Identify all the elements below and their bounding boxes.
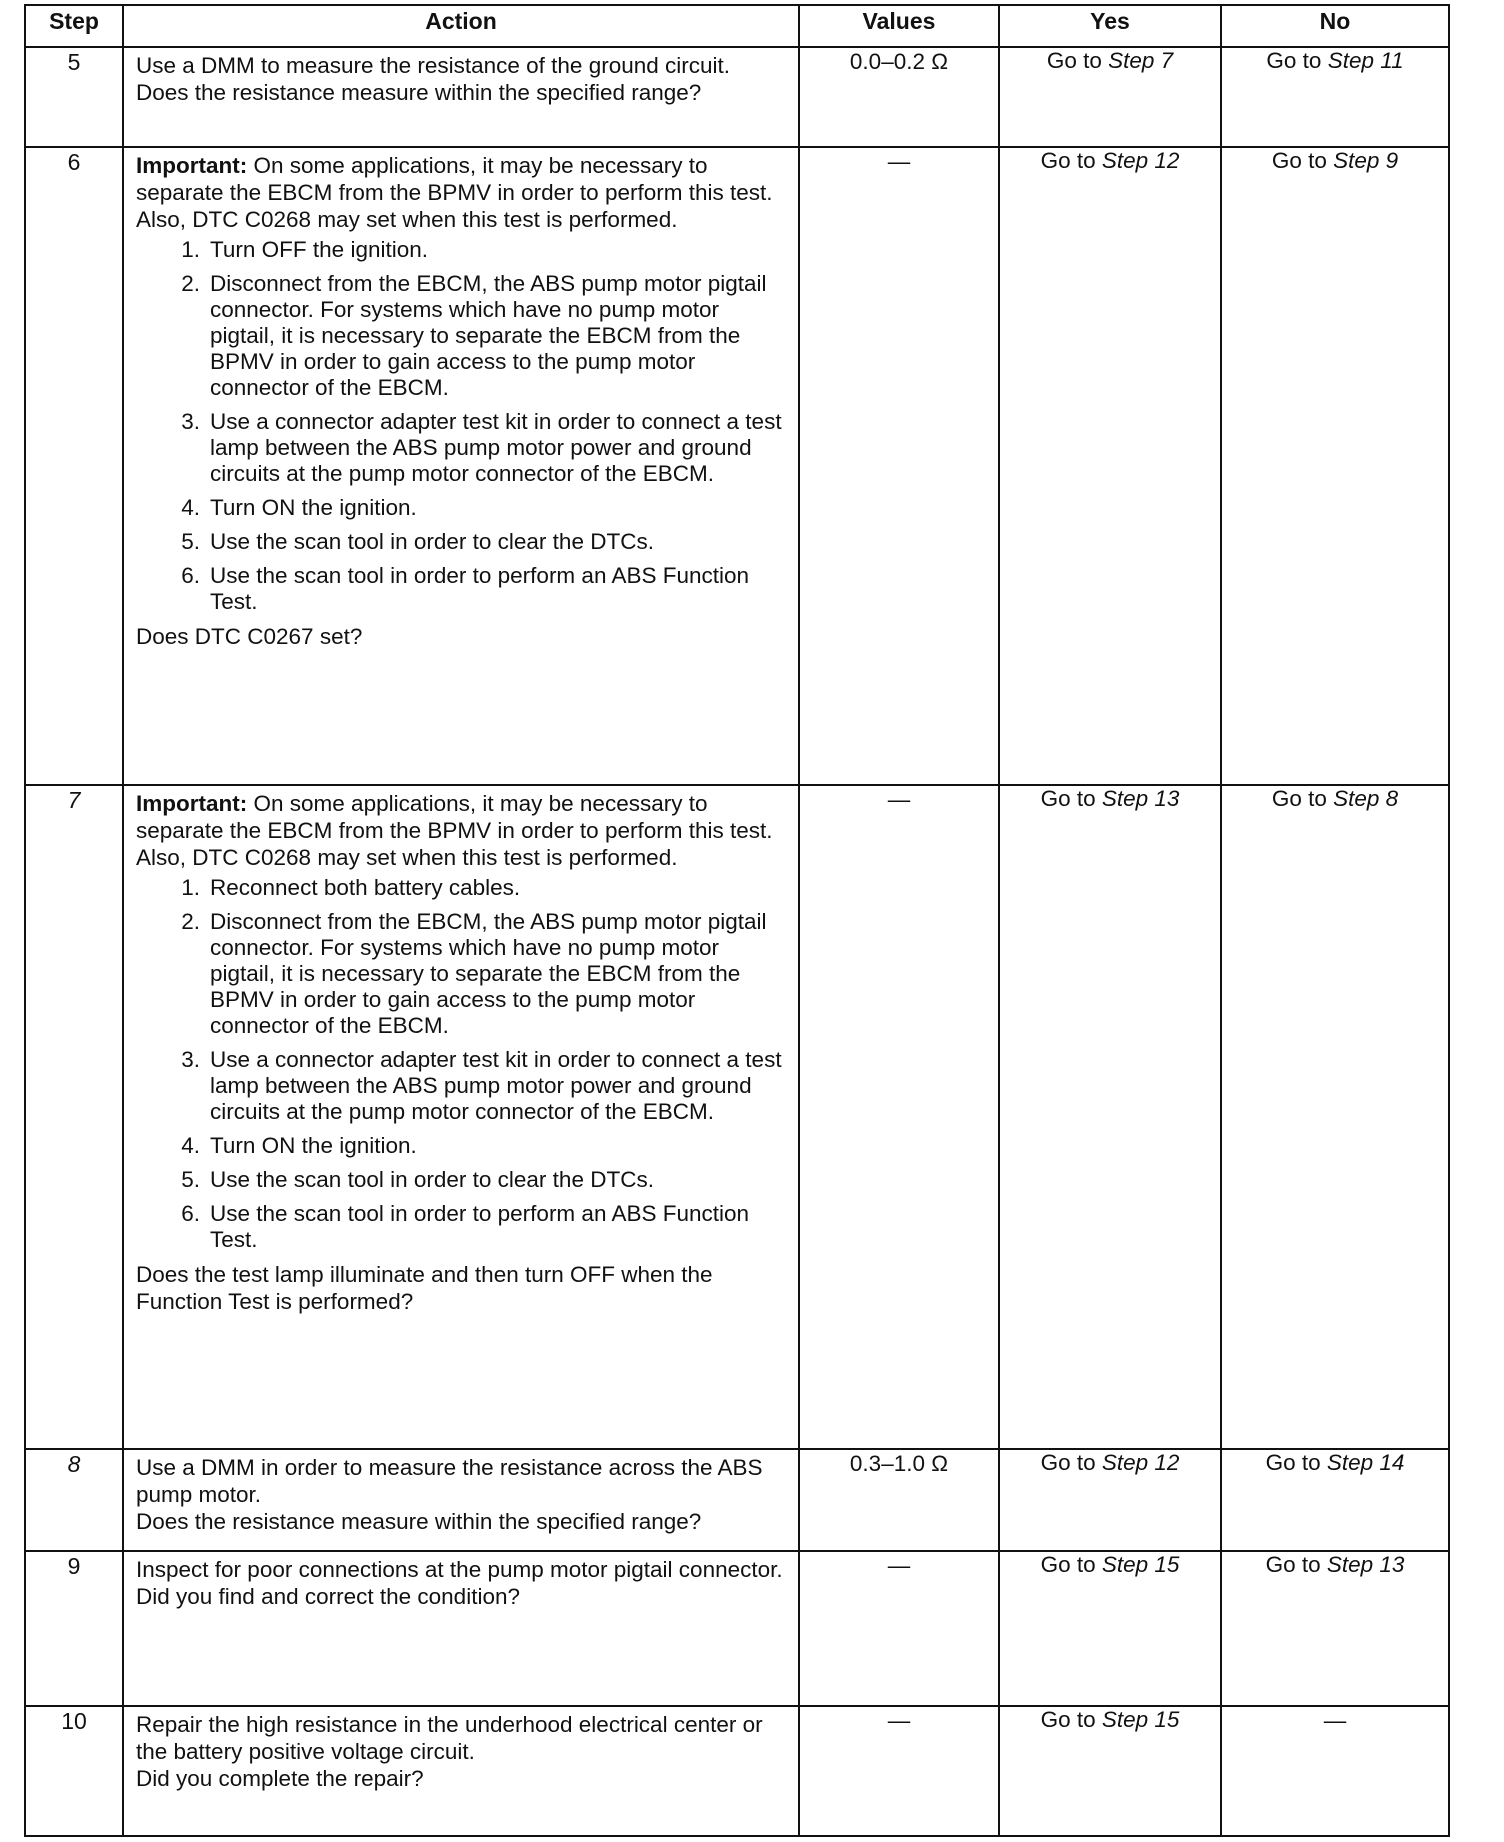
no-goto-link[interactable] (1266, 48, 1403, 73)
procedure-list (136, 875, 790, 1253)
no-step: Step 14 (1326, 1450, 1405, 1475)
action-cell (123, 147, 799, 785)
yes-cell (999, 1551, 1221, 1706)
list-item: 2. Disconnect from the EBCM, the ABS pump motor pigtail connector. For systems which have no pump motor pigtail, it is necessary to separate the EBCM from the BPMV in order to gain access to the pump motor connector of the EBCM. (181, 271, 767, 400)
no-goto-link[interactable] (1272, 786, 1398, 811)
header-row (25, 5, 1449, 47)
table-row-step-8 (25, 1449, 1449, 1551)
yes-cell (999, 147, 1221, 785)
yes-cell (999, 1706, 1221, 1836)
action-text: Repair the high resistance in the underhood electrical center or the battery positive voltage circuit. (136, 1712, 763, 1764)
table-row-step-10 (25, 1706, 1449, 1836)
no-cell (1221, 1449, 1449, 1551)
yes-goto-link[interactable] (1047, 48, 1173, 73)
no-cell (1221, 785, 1449, 1449)
yes-goto-link[interactable] (1041, 786, 1180, 811)
list-item: 1. Reconnect both battery cables. (181, 875, 521, 900)
question-text: Does the resistance measure within the specified range? (136, 80, 702, 105)
important-note (136, 152, 790, 233)
goto-prefix: Go to (1265, 1450, 1321, 1475)
question-text: Did you find and correct the condition? (136, 1584, 520, 1609)
action-cell (123, 47, 799, 147)
no-goto-link[interactable] (1266, 1450, 1405, 1475)
list-item: 1. Turn OFF the ignition. (181, 237, 429, 262)
step-number: 5 (25, 47, 123, 147)
goto-prefix: Go to (1040, 1450, 1096, 1475)
goto-prefix: Go to (1266, 48, 1322, 73)
question-text: Does the test lamp illuminate and then turn OFF when the Function Test is performed? (136, 1262, 713, 1314)
no-cell (1221, 147, 1449, 785)
table-row-step-7 (25, 785, 1449, 1449)
no-cell (1221, 47, 1449, 147)
step-number: 10 (25, 1706, 123, 1836)
table-row-step-9 (25, 1551, 1449, 1706)
yes-goto-link[interactable] (1041, 1552, 1180, 1577)
action-cell (123, 785, 799, 1449)
header-step: Step (25, 5, 123, 47)
value-cell: — (799, 1706, 999, 1836)
list-item: 2. Disconnect from the EBCM, the ABS pump motor pigtail connector. For systems which have no pump motor pigtail, it is necessary to separate the EBCM from the BPMV in order to gain access to the pump motor connector of the EBCM. (181, 909, 767, 1038)
yes-cell (999, 785, 1221, 1449)
question-text: Does the resistance measure within the specified range? (136, 1509, 702, 1534)
no-cell (1221, 1551, 1449, 1706)
no-goto-link[interactable] (1266, 1552, 1405, 1577)
goto-prefix: Go to (1046, 48, 1102, 73)
important-text: On some applications, it may be necessary to separate the EBCM from the BPMV in order to perform this test. Also, DTC C0268 may set when this test is performed. (136, 791, 773, 870)
value-cell: — (799, 147, 999, 785)
important-label: Important: (136, 153, 248, 178)
step-number: 8 (25, 1449, 123, 1551)
value-cell: 0.0–0.2 Ω (799, 47, 999, 147)
goto-prefix: Go to (1040, 1552, 1096, 1577)
action-text: Use a DMM in order to measure the resistance across the ABS pump motor. (136, 1455, 763, 1507)
list-item: 5. Use the scan tool in order to clear the DTCs. (181, 1167, 654, 1192)
yes-step: Step 13 (1101, 786, 1180, 811)
yes-goto-link[interactable] (1041, 1707, 1180, 1732)
goto-prefix: Go to (1040, 1707, 1096, 1732)
no-step: Step 13 (1326, 1552, 1405, 1577)
no-step: Step 11 (1327, 48, 1404, 73)
goto-prefix: Go to (1271, 148, 1327, 173)
step-number: 7 (25, 785, 123, 1449)
action-text: Inspect for poor connections at the pump motor pigtail connector. (136, 1557, 783, 1582)
header-values: Values (799, 5, 999, 47)
diagnostic-table (24, 4, 1450, 1837)
action-cell (123, 1449, 799, 1551)
yes-goto-link[interactable] (1041, 148, 1180, 173)
question-text: Did you complete the repair? (136, 1766, 424, 1791)
list-item: 4. Turn ON the ignition. (181, 495, 417, 520)
important-note (136, 790, 790, 871)
yes-step: Step 12 (1101, 148, 1180, 173)
table-row-step-5 (25, 47, 1449, 147)
no-cell: — (1221, 1706, 1449, 1836)
header-yes: Yes (999, 5, 1221, 47)
diagnostic-page (24, 4, 1448, 1837)
important-label: Important: (136, 791, 248, 816)
list-item: 5. Use the scan tool in order to clear the DTCs. (181, 529, 654, 554)
action-cell (123, 1706, 799, 1836)
value-cell: — (799, 785, 999, 1449)
yes-goto-link[interactable] (1041, 1450, 1180, 1475)
list-item: 3. Use a connector adapter test kit in order to connect a test lamp between the ABS pump motor power and ground circuits at the pump motor connector of the EBCM. (181, 1047, 782, 1124)
step-number: 9 (25, 1551, 123, 1706)
list-item: 6. Use the scan tool in order to perform an ABS Function Test. (181, 1201, 750, 1252)
header-no: No (1221, 5, 1449, 47)
step-number: 6 (25, 147, 123, 785)
header-action: Action (123, 5, 799, 47)
yes-step: Step 7 (1108, 48, 1174, 73)
yes-step: Step 15 (1101, 1552, 1180, 1577)
action-cell (123, 1551, 799, 1706)
list-item: 3. Use a connector adapter test kit in order to connect a test lamp between the ABS pump motor power and ground circuits at the pump motor connector of the EBCM. (181, 409, 782, 486)
goto-prefix: Go to (1040, 786, 1096, 811)
action-text: Use a DMM to measure the resistance of the ground circuit. (136, 53, 731, 78)
question-text: Does DTC C0267 set? (136, 624, 363, 649)
no-goto-link[interactable] (1272, 148, 1398, 173)
yes-step: Step 15 (1101, 1707, 1180, 1732)
yes-step: Step 12 (1101, 1450, 1180, 1475)
value-cell: — (799, 1551, 999, 1706)
list-item: 6. Use the scan tool in order to perform an ABS Function Test. (181, 563, 750, 614)
no-step: Step 9 (1333, 148, 1399, 173)
important-text: On some applications, it may be necessary to separate the EBCM from the BPMV in order to perform this test. Also, DTC C0268 may set when this test is performed. (136, 153, 773, 232)
no-step: Step 8 (1333, 786, 1399, 811)
goto-prefix: Go to (1265, 1552, 1321, 1577)
procedure-list (136, 237, 790, 615)
list-item: 4. Turn ON the ignition. (181, 1133, 417, 1158)
table-row-step-6 (25, 147, 1449, 785)
yes-cell (999, 1449, 1221, 1551)
goto-prefix: Go to (1271, 786, 1327, 811)
goto-prefix: Go to (1040, 148, 1096, 173)
yes-cell (999, 47, 1221, 147)
value-cell: 0.3–1.0 Ω (799, 1449, 999, 1551)
